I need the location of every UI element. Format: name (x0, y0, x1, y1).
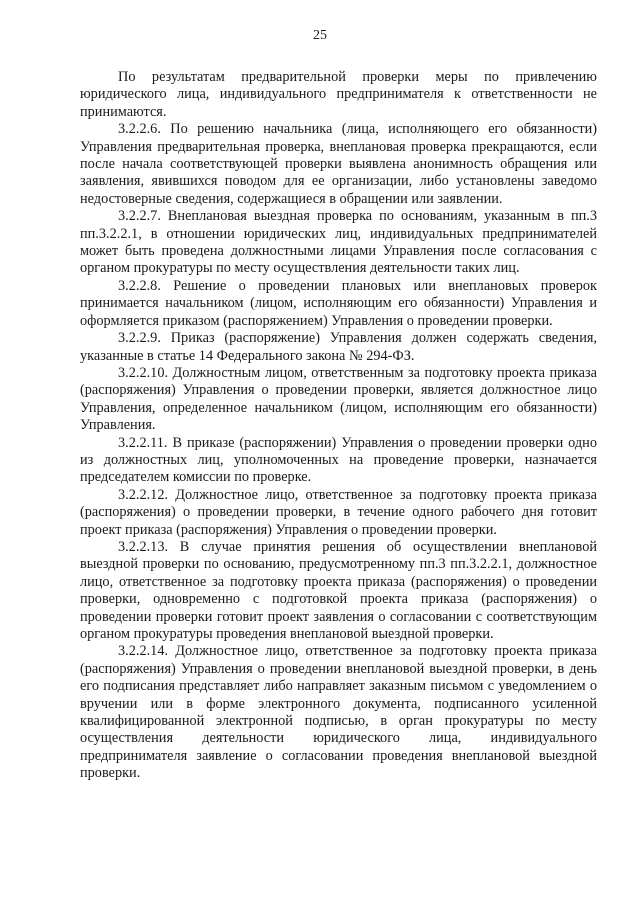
paragraph-3-2-2-12: 3.2.2.12. Должностное лицо, ответственное за подготовку проекта приказа (распоряжения) о проведении проверки, в течение одного рабочего дня готовит проект приказа (распоряжения) Управления о проведении проверки. (80, 486, 597, 538)
paragraph-3-2-2-8: 3.2.2.8. Решение о проведении плановых или внеплановых проверок принимается начальником (лицом, исполняющим его обязанности) Управления и оформляется приказом (распоряжением) Управления о проведении проверки. (80, 277, 597, 329)
paragraph-preliminary-check-result: По результатам предварительной проверки меры по привлечению юридического лица, индивидуального предпринимателя к ответственности не принимаются. (80, 69, 597, 120)
paragraph-3-2-2-14: 3.2.2.14. Должностное лицо, ответственное за подготовку проекта приказа (распоряжения) Управления о проведении внеплановой выездной проверки, в день его подписания представляет либо направляет заказным письмом с уведомлением о вручении или в форме электронного документа, подписанного усиленной квалифицированной электронной подписью, в орган прокуратуры по месту осуществления деятельности юридического лица, индивидуального предпринимателя заявление о согласовании проведения внеплановой выездной проверки. (80, 643, 597, 782)
page-number: 25 (313, 28, 327, 43)
paragraph-3-2-2-7: 3.2.2.7. Внеплановая выездная проверка по основаниям, указанным в пп.3 пп.3.2.2.1, в отношении юридических лиц, индивидуальных предпринимателей может быть проведена должностными лицами Управления после согласования с органом прокуратуры по месту осуществления деятельности таких лиц. (80, 208, 597, 277)
paragraph-3-2-2-11: 3.2.2.11. В приказе (распоряжении) Управления о проведении проверки одно из должностных лиц, уполномоченных на проведение проверки, назначается председателем комиссии по проверке. (80, 434, 597, 486)
document-body (80, 69, 597, 783)
paragraph-3-2-2-13: 3.2.2.13. В случае принятия решения об осуществлении внеплановой выездной проверки по основанию, предусмотренному пп.3 пп.3.2.2.1, должностное лицо, ответственное за подготовку проекта приказа (распоряжения) о проведении проверки, одновременно с подготовкой проекта приказа (распоряжения) о проведении проверки готовит проект заявления о согласовании с соответствующим органом прокуратуры проведения внеплановой выездной проверки. (80, 538, 597, 642)
paragraph-3-2-2-9: 3.2.2.9. Приказ (распоряжение) Управления должен содержать сведения, указанные в статье 14 Федерального закона № 294-ФЗ. (80, 330, 597, 364)
paragraph-3-2-2-6: 3.2.2.6. По решению начальника (лица, исполняющего его обязанности) Управления предварительная проверка, внеплановая проверка прекращаются, если после начала соответствующей проверки выявлена анонимность обращения или заявления, явившихся поводом для ее организации, либо установлены заведомо недостоверные сведения, содержащиеся в обращении или заявлении. (80, 121, 597, 207)
paragraph-3-2-2-10: 3.2.2.10. Должностным лицом, ответственным за подготовку проекта приказа (распоряжения) Управления о проведении проверки, является должностное лицо Управления, определенное начальником (лицом, исполняющим его обязанности) Управления. (80, 364, 597, 434)
